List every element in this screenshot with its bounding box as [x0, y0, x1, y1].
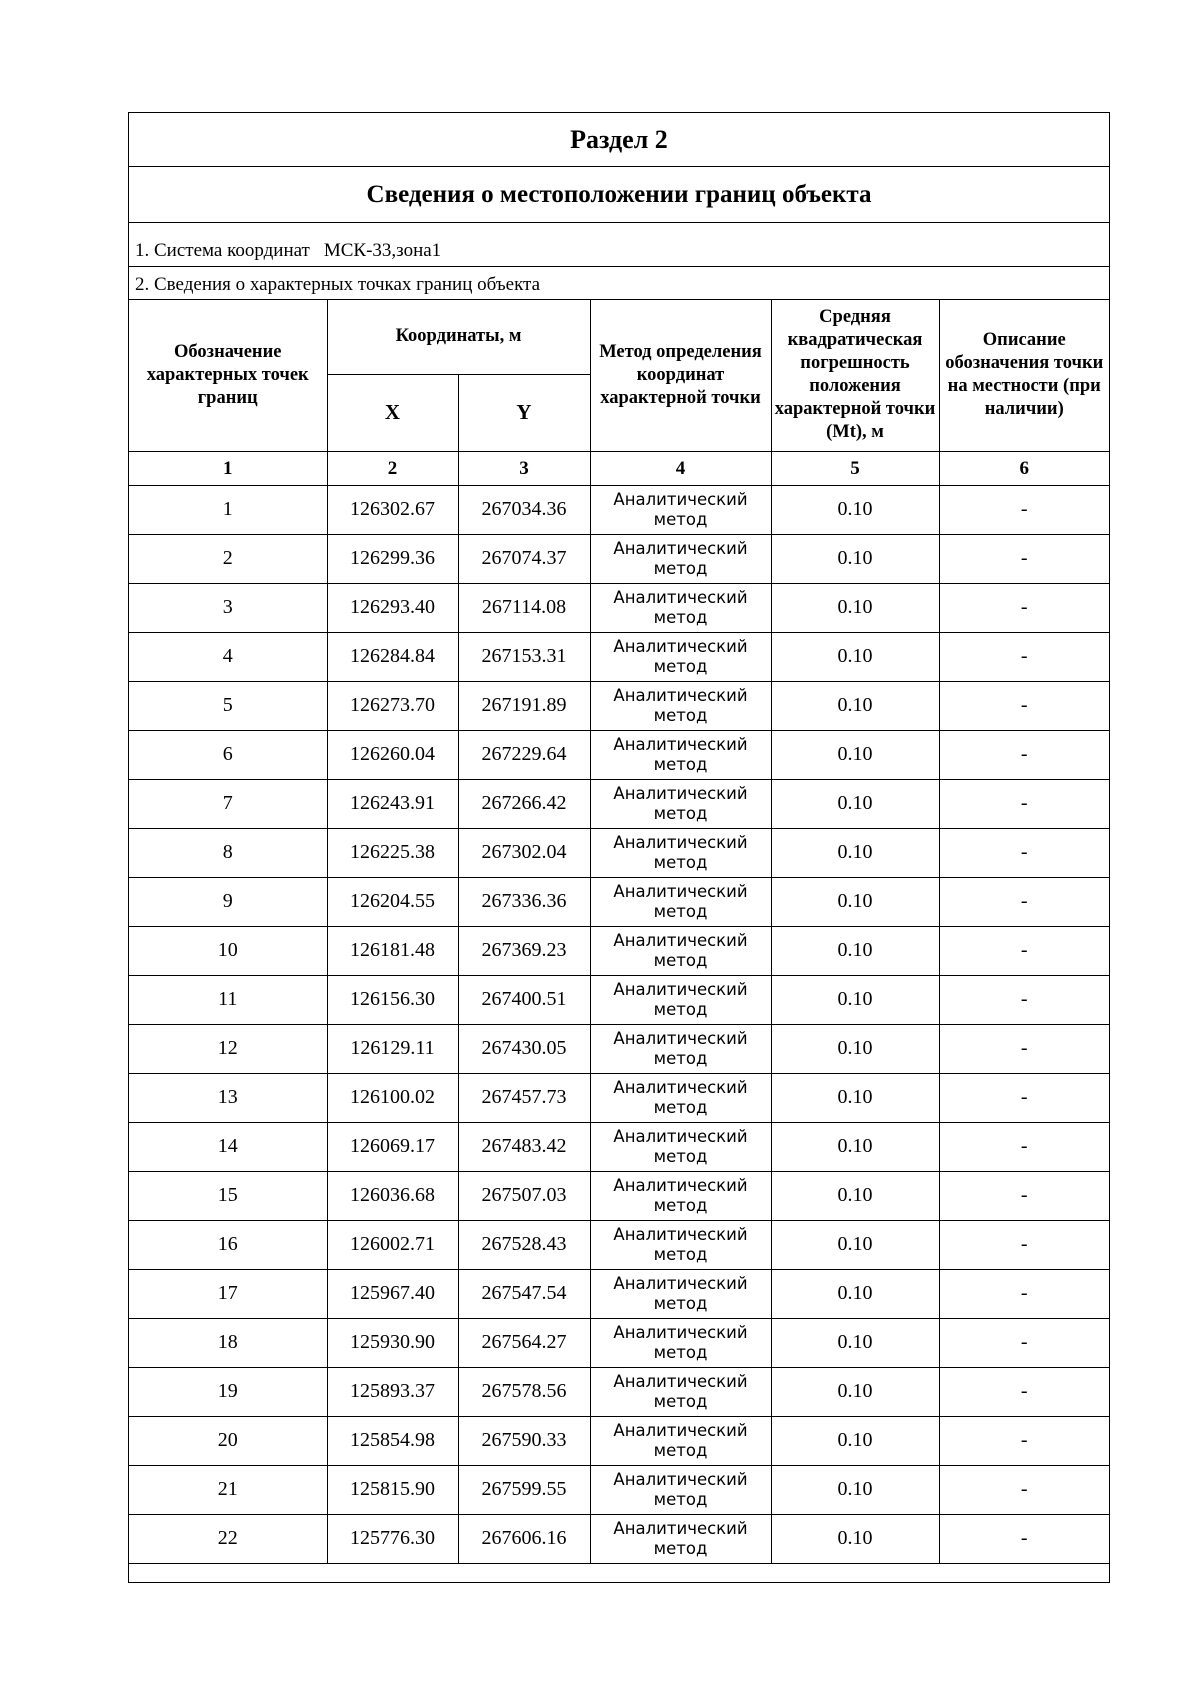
- table-row: [129, 534, 1109, 583]
- x-coordinate: 125854.98: [327, 1416, 458, 1465]
- point-number: 16: [129, 1220, 327, 1269]
- method-cell: Аналитический метод: [590, 975, 771, 1024]
- table-row: [129, 1514, 1109, 1563]
- error-value: 0.10: [771, 583, 939, 632]
- table-row: [129, 1269, 1109, 1318]
- description-cell: -: [939, 730, 1109, 779]
- coord-system-line: [129, 223, 1109, 267]
- description-cell: -: [939, 681, 1109, 730]
- x-coordinate: 125815.90: [327, 1465, 458, 1514]
- error-value: 0.10: [771, 632, 939, 681]
- method-cell: Аналитический метод: [590, 1024, 771, 1073]
- column-number: 1: [129, 451, 327, 485]
- x-coordinate: 126069.17: [327, 1122, 458, 1171]
- x-coordinate: 126100.02: [327, 1073, 458, 1122]
- table-row: [129, 681, 1109, 730]
- method-cell: Аналитический метод: [590, 485, 771, 534]
- x-coordinate: 126260.04: [327, 730, 458, 779]
- table-row: [129, 1171, 1109, 1220]
- table-row: [129, 877, 1109, 926]
- method-cell: Аналитический метод: [590, 1367, 771, 1416]
- point-number: 19: [129, 1367, 327, 1416]
- method-cell: Аналитический метод: [590, 779, 771, 828]
- col-y-header: Y: [458, 374, 590, 451]
- description-cell: -: [939, 1024, 1109, 1073]
- error-value: 0.10: [771, 1514, 939, 1563]
- table-footer-row: [129, 1563, 1109, 1582]
- error-value: 0.10: [771, 1122, 939, 1171]
- point-number: 10: [129, 926, 327, 975]
- error-value: 0.10: [771, 779, 939, 828]
- table-row: [129, 1416, 1109, 1465]
- point-number: 9: [129, 877, 327, 926]
- method-cell: Аналитический метод: [590, 1220, 771, 1269]
- method-cell: Аналитический метод: [590, 926, 771, 975]
- x-coordinate: 126129.11: [327, 1024, 458, 1073]
- error-value: 0.10: [771, 1318, 939, 1367]
- point-number: 22: [129, 1514, 327, 1563]
- method-cell: Аналитический метод: [590, 1073, 771, 1122]
- x-coordinate: 126225.38: [327, 828, 458, 877]
- points-heading: 2. Сведения о характерных точках границ объекта: [129, 267, 1109, 300]
- method-cell: Аналитический метод: [590, 1122, 771, 1171]
- y-coordinate: 267564.27: [458, 1318, 590, 1367]
- point-number: 13: [129, 1073, 327, 1122]
- description-cell: -: [939, 485, 1109, 534]
- coord-system-value: МСК-33,зона1: [323, 240, 442, 261]
- y-coordinate: 267153.31: [458, 632, 590, 681]
- y-coordinate: 267578.56: [458, 1367, 590, 1416]
- point-number: 12: [129, 1024, 327, 1073]
- table-row: [129, 828, 1109, 877]
- point-number: 8: [129, 828, 327, 877]
- method-cell: Аналитический метод: [590, 1465, 771, 1514]
- method-cell: Аналитический метод: [590, 828, 771, 877]
- table-row: [129, 1367, 1109, 1416]
- x-coordinate: 126302.67: [327, 485, 458, 534]
- column-number: 2: [327, 451, 458, 485]
- point-number: 20: [129, 1416, 327, 1465]
- description-cell: -: [939, 1171, 1109, 1220]
- description-cell: -: [939, 1465, 1109, 1514]
- y-coordinate: 267606.16: [458, 1514, 590, 1563]
- point-number: 11: [129, 975, 327, 1024]
- table-row: [129, 779, 1109, 828]
- x-coordinate: 125893.37: [327, 1367, 458, 1416]
- y-coordinate: 267336.36: [458, 877, 590, 926]
- point-number: 15: [129, 1171, 327, 1220]
- description-cell: -: [939, 926, 1109, 975]
- method-cell: Аналитический метод: [590, 534, 771, 583]
- description-cell: -: [939, 534, 1109, 583]
- y-coordinate: 267547.54: [458, 1269, 590, 1318]
- col-designation-header: Обозначение характерных точек границ: [129, 300, 327, 451]
- point-number: 17: [129, 1269, 327, 1318]
- point-number: 14: [129, 1122, 327, 1171]
- col-coordinates-header: Координаты, м: [327, 300, 590, 374]
- y-coordinate: 267507.03: [458, 1171, 590, 1220]
- table-footer-cell: [129, 1563, 1109, 1582]
- points-table-body: [129, 485, 1109, 1563]
- y-coordinate: 267599.55: [458, 1465, 590, 1514]
- table-row: [129, 1465, 1109, 1514]
- document-subtitle: Сведения о местоположении границ объекта: [129, 167, 1109, 223]
- point-number: 18: [129, 1318, 327, 1367]
- description-cell: -: [939, 1416, 1109, 1465]
- error-value: 0.10: [771, 485, 939, 534]
- error-value: 0.10: [771, 926, 939, 975]
- column-number: 4: [590, 451, 771, 485]
- y-coordinate: 267590.33: [458, 1416, 590, 1465]
- y-coordinate: 267302.04: [458, 828, 590, 877]
- point-number: 6: [129, 730, 327, 779]
- description-cell: -: [939, 1220, 1109, 1269]
- column-number: 6: [939, 451, 1109, 485]
- method-cell: Аналитический метод: [590, 681, 771, 730]
- error-value: 0.10: [771, 681, 939, 730]
- x-coordinate: 126284.84: [327, 632, 458, 681]
- y-coordinate: 267114.08: [458, 583, 590, 632]
- coord-system-label: 1. Система координат: [135, 240, 310, 261]
- error-value: 0.10: [771, 1171, 939, 1220]
- col-description-header: Описание обозначения точки на местности (при наличии): [939, 300, 1109, 451]
- error-value: 0.10: [771, 534, 939, 583]
- error-value: 0.10: [771, 1073, 939, 1122]
- y-coordinate: 267400.51: [458, 975, 590, 1024]
- table-row: [129, 730, 1109, 779]
- method-cell: Аналитический метод: [590, 1514, 771, 1563]
- method-cell: Аналитический метод: [590, 1416, 771, 1465]
- table-row: [129, 1122, 1109, 1171]
- x-coordinate: 126293.40: [327, 583, 458, 632]
- error-value: 0.10: [771, 1465, 939, 1514]
- error-value: 0.10: [771, 1416, 939, 1465]
- x-coordinate: 126273.70: [327, 681, 458, 730]
- x-coordinate: 126002.71: [327, 1220, 458, 1269]
- error-value: 0.10: [771, 1269, 939, 1318]
- error-value: 0.10: [771, 730, 939, 779]
- y-coordinate: 267266.42: [458, 779, 590, 828]
- column-numbers-row: [129, 451, 1109, 485]
- x-coordinate: 126036.68: [327, 1171, 458, 1220]
- x-coordinate: 126299.36: [327, 534, 458, 583]
- x-coordinate: 125967.40: [327, 1269, 458, 1318]
- error-value: 0.10: [771, 1024, 939, 1073]
- y-coordinate: 267528.43: [458, 1220, 590, 1269]
- error-value: 0.10: [771, 877, 939, 926]
- column-number: 5: [771, 451, 939, 485]
- table-row: [129, 632, 1109, 681]
- y-coordinate: 267369.23: [458, 926, 590, 975]
- description-cell: -: [939, 975, 1109, 1024]
- method-cell: Аналитический метод: [590, 583, 771, 632]
- y-coordinate: 267430.05: [458, 1024, 590, 1073]
- table-row: [129, 926, 1109, 975]
- error-value: 0.10: [771, 828, 939, 877]
- method-cell: Аналитический метод: [590, 877, 771, 926]
- point-number: 4: [129, 632, 327, 681]
- table-row: [129, 485, 1109, 534]
- description-cell: -: [939, 1122, 1109, 1171]
- col-method-header: Метод определения координат характерной точки: [590, 300, 771, 451]
- x-coordinate: 125776.30: [327, 1514, 458, 1563]
- point-number: 2: [129, 534, 327, 583]
- y-coordinate: 267483.42: [458, 1122, 590, 1171]
- x-coordinate: 125930.90: [327, 1318, 458, 1367]
- table-row: [129, 1220, 1109, 1269]
- error-value: 0.10: [771, 1220, 939, 1269]
- x-coordinate: 126243.91: [327, 779, 458, 828]
- table-row: [129, 1318, 1109, 1367]
- description-cell: -: [939, 779, 1109, 828]
- x-coordinate: 126156.30: [327, 975, 458, 1024]
- description-cell: -: [939, 632, 1109, 681]
- description-cell: -: [939, 1514, 1109, 1563]
- table-row: [129, 583, 1109, 632]
- method-cell: Аналитический метод: [590, 1171, 771, 1220]
- method-cell: Аналитический метод: [590, 632, 771, 681]
- point-number: 21: [129, 1465, 327, 1514]
- description-cell: -: [939, 877, 1109, 926]
- y-coordinate: 267229.64: [458, 730, 590, 779]
- y-coordinate: 267457.73: [458, 1073, 590, 1122]
- description-cell: -: [939, 1318, 1109, 1367]
- point-number: 3: [129, 583, 327, 632]
- method-cell: Аналитический метод: [590, 1269, 771, 1318]
- col-error-header: Средняя квадратическая погрешность положения характерной точки (Mt), м: [771, 300, 939, 451]
- x-coordinate: 126204.55: [327, 877, 458, 926]
- section-title: Раздел 2: [129, 113, 1109, 167]
- description-cell: -: [939, 1073, 1109, 1122]
- error-value: 0.10: [771, 1367, 939, 1416]
- column-number: 3: [458, 451, 590, 485]
- y-coordinate: 267191.89: [458, 681, 590, 730]
- y-coordinate: 267034.36: [458, 485, 590, 534]
- col-x-header: X: [327, 374, 458, 451]
- points-table: [129, 300, 1109, 1582]
- description-cell: -: [939, 583, 1109, 632]
- point-number: 1: [129, 485, 327, 534]
- table-row: [129, 1073, 1109, 1122]
- description-cell: -: [939, 828, 1109, 877]
- point-number: 5: [129, 681, 327, 730]
- description-cell: -: [939, 1269, 1109, 1318]
- error-value: 0.10: [771, 975, 939, 1024]
- method-cell: Аналитический метод: [590, 730, 771, 779]
- table-row: [129, 975, 1109, 1024]
- table-row: [129, 1024, 1109, 1073]
- method-cell: Аналитический метод: [590, 1318, 771, 1367]
- y-coordinate: 267074.37: [458, 534, 590, 583]
- document-sheet: [128, 112, 1110, 1583]
- x-coordinate: 126181.48: [327, 926, 458, 975]
- description-cell: -: [939, 1367, 1109, 1416]
- point-number: 7: [129, 779, 327, 828]
